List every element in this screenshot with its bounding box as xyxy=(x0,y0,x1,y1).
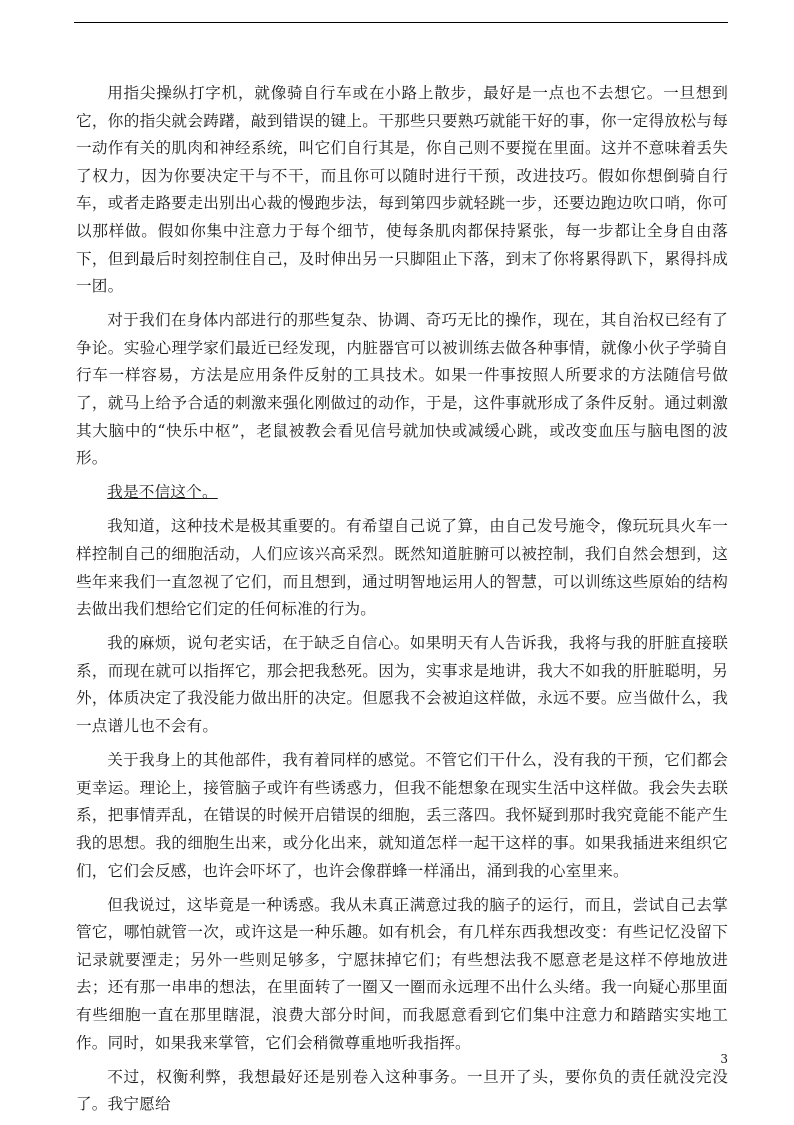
paragraph-4: 我知道，这种技术是极其重要的。有希望自己说了算，由自己发号施令，像玩玩具火车一样控制自己的细胞活动，人们应该兴高采烈。既然知道脏腑可以被控制，我们自然会想到，这些年来我们一直忽视了它们，而且想到，通过明智地运用人的智慧，可以训练这些原始的结构去做出我们想给它们定的任何标准的行为。 xyxy=(76,517,728,619)
paragraph-1: 用指尖操纵打字机，就像骑自行车或在小路上散步，最好是一点也不去想它。一旦想到它，你的指尖就会踌躇，敲到错误的键上。干那些只要熟巧就能干好的事，你一定得放松与每一动作有关的肌肉和神经系统，叫它们自行其是，你自己则不要搅在里面。这并不意味着丢失了权力，因为你要决定干与不干，而且你可以随时进行干预，改进技巧。假如你想倒骑自行车，或者走路要走出别出心裁的慢跑步法，每到第四步就轻跳一步，还要边跑边吹口哨，你可以那样做。假如你集中注意力于每个细节，使每条肌肉都保持紧张，每一步都让全身自由落下，但到最后时刻控制住自己，及时伸出另一只脚阻止下落，到末了你将累得趴下，累得抖成一团。 xyxy=(76,84,728,296)
paragraph-2: 对于我们在身体内部进行的那些复杂、协调、奇巧无比的操作，现在，其自治权已经有了争论。实验心理学家们最近已经发现，内脏器官可以被训练去做各种事情，就像小伙子学骑自行车一样容易，方法是应用条件反射的工具技术。如果一件事按照人所要求的方法随信号做了，就马上给予合适的刺激来强化刚做过的动作，于是，这件事就形成了条件反射。通过刺激其大脑中的“快乐中枢”，老鼠被教会看见信号就加快或减缓心跳，或改变血压与脑电图的波形。 xyxy=(76,311,728,468)
paragraph-5: 我的麻烦，说句老实话，在于缺乏自信心。如果明天有人告诉我，我将与我的肝脏直接联系，而现在就可以指挥它，那会把我愁死。因为，实事求是地讲，我大不如我的肝脏聪明，另外，体质决定了我没能力做出肝的决定。但愿我不会被迫这样做，永远不要。应当做什么，我一点谱儿也不会有。 xyxy=(76,634,728,736)
page-number: 3 xyxy=(720,1052,728,1066)
underlined-sentence: 我是不信这个。 xyxy=(107,483,218,502)
paragraph-6: 关于我身上的其他部件，我有着同样的感觉。不管它们干什么，没有我的干预，它们都会更幸运。理论上，接管脑子或许有些诱惑力，但我不能想象在现实生活中这样做。我会失去联系，把事情弄乱，在错误的时候开启错误的细胞，丢三落四。我怀疑到那时我究竟能不能产生我的思想。我的细胞生出来，或分化出来，就知道怎样一起干这样的事。如果我插进来组织它们，它们会反感，也许会吓坏了，也许会像群蜂一样涌出，涌到我的心室里来。 xyxy=(76,751,728,880)
header-rule xyxy=(74,22,728,23)
paragraph-8: 不过，权衡利弊，我想最好还是别卷入这种事务。一旦开了头，要你负的责任就没完没了。我宁愿给 xyxy=(76,1067,728,1114)
document-body xyxy=(76,80,728,1125)
paragraph-7: 但我说过，这毕竟是一种诱惑。我从未真正满意过我的脑子的运行，而且，尝试自己去掌管它，哪怕就管一次，或许这是一种乐趣。如有机会，有几样东西我想改变：有些记忆没留下记录就要湮走；另外一些则足够多，宁愿抹掉它们；有些想法我不愿意老是这样不停地放进去；还有那一串串的想法，在里面转了一圈又一圈而永远理不出什么头绪。我一向疑心那里面有些细胞一直在那里瞎混，浪费大部分时间，而我愿意看到它们集中注意力和踏踏实实地工作。同时，如果我来掌管，它们会稍微尊重地听我指挥。 xyxy=(76,895,728,1052)
paragraph-3 xyxy=(76,479,728,507)
